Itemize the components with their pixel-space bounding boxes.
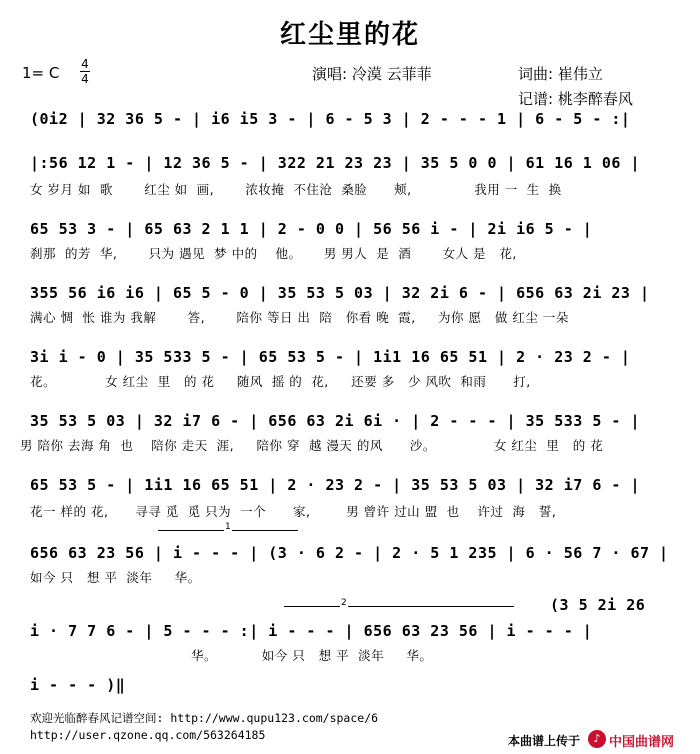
notes-line: 65 53 5 - | 1i1 16 65 51 | 2 · 23 2 - | 35 53 5 03 | 32 i7 6 - | — [30, 476, 640, 494]
notes-line: 656 63 23 56 | i - - - | (3 · 6 2 - | 2 · 5 1 235 | 6 · 56 7 · 67 | — [30, 544, 669, 562]
time-signature-top: 4 — [81, 57, 89, 71]
notes-line: i - - - )‖ — [30, 676, 126, 694]
time-signature — [80, 58, 90, 85]
lyrics-line: 刹那 的芳 华, 只为 遇见 梦 中的 他。 男 男人 是 酒 女人 是 花, — [30, 246, 517, 261]
singer-credit: 演唱: 冷漠 云菲菲 — [312, 65, 432, 83]
footer-url-link[interactable]: http://user.qzone.qq.com/563264185 — [30, 728, 266, 742]
composer-credit: 词曲: 崔伟立 — [518, 65, 603, 83]
volta-bracket-2 — [284, 598, 514, 608]
notes-line: 35 53 5 03 | 32 i7 6 - | 656 63 2i 6i · | 2 - - - | 35 533 5 - | — [30, 412, 640, 430]
notes-line: 3i i - 0 | 35 533 5 - | 65 53 5 - | 1i1 16 65 51 | 2 · 23 2 - | — [30, 348, 631, 366]
time-signature-bottom: 4 — [81, 72, 89, 86]
lyrics-line: 女 岁月 如 歌 红尘 如 画, 浓妆掩 不住沧 桑脸 颊, 我用 一 生 换 — [30, 182, 562, 197]
site-logo-icon: ♪ — [588, 730, 606, 748]
volta-number-1: 1 — [225, 522, 231, 532]
notes-line: (0i2 | 32 36 5 - | i6 i5 3 - | 6 - 5 3 | 2 - - - 1 | 6 - 5 - :| — [30, 110, 631, 128]
notes-line: i · 7 7 6 - | 5 - - - :| i - - - | 656 63 23 56 | i - - - | — [30, 622, 593, 640]
lyrics-line: 满心 惆 怅 谁为 我解 答, 陪你 等日 出 陪 你看 晚 霞, 为你 愿 做 红尘 一朵 — [30, 310, 569, 325]
upload-note: 本曲谱上传于 — [508, 734, 581, 748]
notes-line: |:56 12 1 - | 12 36 5 - | 322 21 23 23 | 35 5 0 0 | 61 16 1 06 | — [30, 154, 640, 172]
notes-line: 65 53 3 - | 65 63 2 1 1 | 2 - 0 0 | 56 56 i - | 2i i6 5 - | — [30, 220, 593, 238]
volta-bracket-1 — [158, 522, 298, 532]
site-logo-text: 中国曲谱网 — [609, 735, 675, 750]
transcriber-credit: 记谱: 桃李醉春风 — [518, 90, 633, 108]
song-title: 红尘里的花 — [279, 20, 420, 50]
pickup-notes: (3 5 2i 26 — [550, 596, 646, 614]
site-logo[interactable] — [588, 730, 696, 748]
notes-line: 355 56 i6 i6 | 65 5 - 0 | 35 53 5 03 | 32 2i 6 - | 656 63 2i 23 | — [30, 284, 650, 302]
key-signature: 1= C — [22, 64, 60, 82]
volta-number-2: 2 — [341, 598, 347, 608]
footer-welcome: 欢迎光临醉春风记谱空间: http://www.qupu123.com/space/6 — [30, 711, 379, 725]
lyrics-line: 如今 只 想 平 淡年 华。 — [30, 570, 201, 585]
lyrics-line: 男 陪你 去海 角 也 陪你 走天 涯, 陪你 穿 越 漫天 的风 沙。 女 红尘 里 的 花 — [20, 438, 604, 453]
lyrics-line: 花一 样的 花, 寻寻 觅 觅 只为 一个 家, 男 曾许 过山 盟 也 许过 海 誓, — [30, 504, 557, 519]
lyrics-line: 花。 女 红尘 里 的 花 随风 摇 的 花, 还要 多 少 风吹 和雨 打, — [30, 374, 531, 389]
lyrics-line: 华。 如今 只 想 平 淡年 华。 — [30, 648, 433, 663]
